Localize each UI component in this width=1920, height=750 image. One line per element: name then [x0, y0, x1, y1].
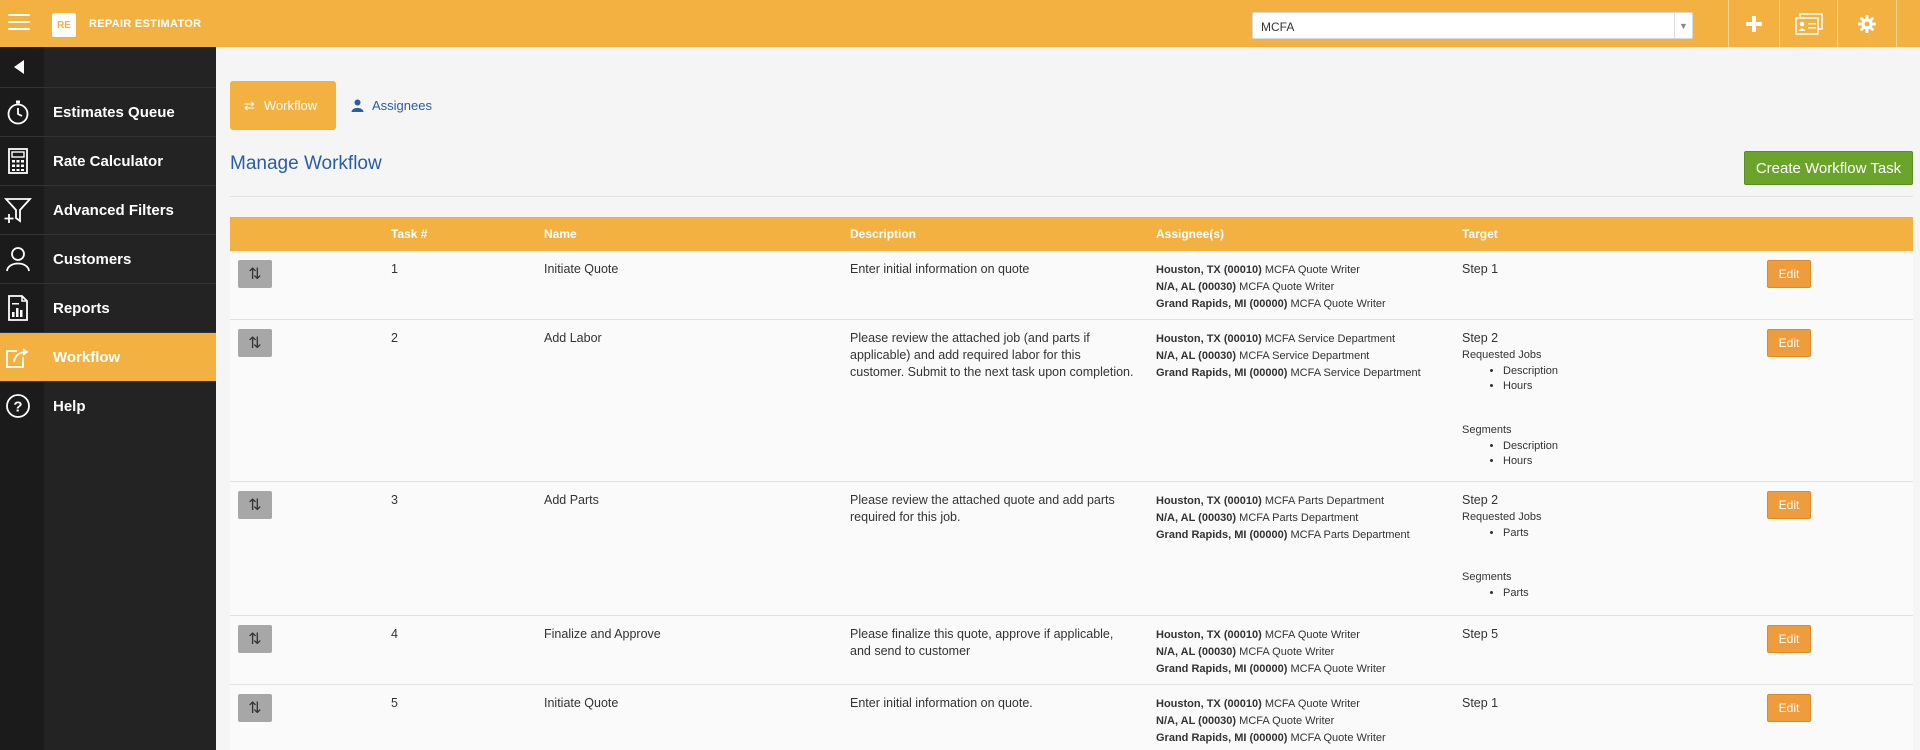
target-list-item: • Parts	[1503, 526, 1542, 541]
task-name: Finalize and Approve	[544, 627, 661, 641]
sort-arrows-icon: ⇅	[248, 497, 262, 514]
assignee	[1156, 279, 1386, 296]
plus-icon[interactable]	[1729, 0, 1779, 47]
sidebar-item-label: Customers	[53, 251, 132, 268]
target-list	[1503, 526, 1542, 541]
assignee-role: MCFA Quote Writer	[1239, 281, 1335, 293]
task-number: 1	[391, 262, 398, 276]
assignee-role: MCFA Parts Department	[1264, 495, 1385, 507]
calculator-icon	[4, 147, 32, 175]
sidebar-item-label: Advanced Filters	[53, 202, 174, 219]
assignee	[1156, 296, 1386, 313]
assignee	[1156, 262, 1386, 279]
workflow-table	[230, 217, 1913, 750]
sidebar-item-label: Rate Calculator	[53, 153, 164, 170]
column-header-name: Name	[544, 227, 577, 241]
assignee-role: MCFA Service Department	[1239, 350, 1370, 362]
hamburger-menu-icon[interactable]	[8, 14, 30, 32]
task-target: Step 5	[1462, 627, 1499, 641]
tab-label: Assignees	[372, 98, 432, 113]
task-description: Please review the attached job (and parts if applicable) and add required labor for this customer. Submit to the next task upon completion.	[850, 331, 1134, 379]
target-step: Step 2	[1462, 331, 1499, 345]
edit-arrow-icon	[4, 343, 32, 371]
column-header-assignees: Assignee(s)	[1156, 227, 1225, 241]
sidebar-item-rate-calculator[interactable]	[0, 136, 216, 185]
assignee	[1156, 510, 1410, 527]
assignee	[1156, 331, 1421, 348]
sidebar-item-label: Estimates Queue	[53, 104, 175, 121]
task-assignees	[1156, 262, 1386, 313]
sidebar-item-customers[interactable]	[0, 234, 216, 283]
company-select-value: MCFA	[1261, 20, 1295, 34]
task-assignees	[1156, 331, 1421, 382]
user-icon	[351, 99, 364, 112]
tab-assignees[interactable]	[351, 81, 432, 130]
assignee-location: Houston, TX (00010)	[1156, 264, 1262, 276]
assignee-location: Houston, TX (00010)	[1156, 333, 1262, 345]
reorder-handle[interactable]	[238, 260, 272, 288]
table-header	[230, 217, 1913, 251]
assignee-role: MCFA Quote Writer	[1290, 298, 1386, 310]
task-name: Add Parts	[544, 493, 599, 507]
target-group-title: Requested Jobs	[1462, 349, 1542, 361]
assignee-role: MCFA Quote Writer	[1264, 264, 1360, 276]
stopwatch-icon	[4, 98, 32, 126]
table-row	[230, 320, 1913, 482]
task-number: 3	[391, 493, 398, 507]
assignee-location: N/A, AL (00030)	[1156, 512, 1237, 524]
gear-icon[interactable]	[1838, 0, 1896, 47]
app-title: REPAIR ESTIMATOR	[89, 18, 202, 30]
assignee	[1156, 493, 1410, 510]
assignee-location: Grand Rapids, MI (00000)	[1156, 529, 1288, 541]
edit-button[interactable]: Edit	[1767, 329, 1811, 357]
assignee-location: Grand Rapids, MI (00000)	[1156, 367, 1288, 379]
chevron-down-icon[interactable]: ▼	[1674, 13, 1692, 38]
target-group-title: Requested Jobs	[1462, 511, 1542, 523]
sort-arrows-icon: ⇅	[248, 700, 262, 717]
target-list-item: • Parts	[1503, 586, 1542, 601]
assignee-location: Grand Rapids, MI (00000)	[1156, 663, 1288, 675]
person-icon	[4, 245, 32, 273]
edit-button[interactable]: Edit	[1767, 694, 1811, 722]
sidebar-item-advanced-filters[interactable]	[0, 185, 216, 234]
task-assignees	[1156, 627, 1386, 678]
sidebar-item-estimates-queue[interactable]	[0, 87, 216, 136]
task-target: Step 1	[1462, 262, 1499, 276]
assignee-role: MCFA Service Department	[1264, 333, 1396, 345]
assignee-location: N/A, AL (00030)	[1156, 715, 1237, 727]
task-description: Please finalize this quote, approve if applicable, and send to customer	[850, 627, 1114, 658]
assignee	[1156, 627, 1386, 644]
table-row	[230, 482, 1913, 616]
swap-arrows-icon: ⇄	[244, 97, 255, 113]
assignee-role: MCFA Service Department	[1290, 367, 1421, 379]
sidebar	[0, 47, 216, 750]
assignee-role: MCFA Quote Writer	[1264, 629, 1360, 641]
assignee	[1156, 527, 1410, 544]
create-workflow-task-button[interactable]: Create Workflow Task	[1744, 151, 1913, 185]
target-list-item: • Description	[1503, 364, 1558, 379]
edit-button[interactable]: Edit	[1767, 260, 1811, 288]
reorder-handle[interactable]	[238, 491, 272, 519]
assignee	[1156, 365, 1421, 382]
edit-button[interactable]: Edit	[1767, 625, 1811, 653]
task-target	[1462, 492, 1542, 601]
task-name: Initiate Quote	[544, 262, 619, 276]
divider	[1896, 0, 1897, 47]
svg-text:?: ?	[13, 398, 23, 416]
assignee	[1156, 730, 1386, 747]
task-number: 4	[391, 627, 398, 641]
target-list-item: • Hours	[1503, 454, 1558, 469]
reorder-handle[interactable]	[238, 625, 272, 653]
task-target: Step 1	[1462, 696, 1499, 710]
question-circle-icon	[4, 392, 32, 420]
sidebar-item-workflow[interactable]	[0, 332, 216, 381]
task-description: Please review the attached quote and add parts required for this job.	[850, 493, 1115, 524]
assignee	[1156, 348, 1421, 365]
target-list	[1503, 439, 1558, 469]
task-target	[1462, 330, 1558, 469]
task-assignees	[1156, 493, 1410, 544]
company-select[interactable]	[1252, 12, 1693, 39]
assignee-location: Grand Rapids, MI (00000)	[1156, 298, 1288, 310]
edit-button[interactable]: Edit	[1767, 491, 1811, 519]
target-list	[1503, 586, 1542, 601]
assignee	[1156, 696, 1386, 713]
task-assignees	[1156, 696, 1386, 747]
main-content	[216, 47, 1920, 750]
table-row	[230, 685, 1913, 750]
divider	[230, 196, 1913, 197]
target-list-item: • Description	[1503, 439, 1558, 454]
column-header-description: Description	[850, 227, 917, 241]
assignee-role: MCFA Parts Department	[1290, 529, 1410, 541]
table-row	[230, 251, 1913, 320]
reorder-handle[interactable]	[238, 694, 272, 722]
column-header-task: Task #	[391, 227, 428, 241]
assignee-role: MCFA Quote Writer	[1239, 646, 1335, 658]
sidebar-item-reports[interactable]	[0, 283, 216, 332]
target-group-title: Segments	[1462, 571, 1512, 583]
assignee-role: MCFA Quote Writer	[1290, 732, 1386, 744]
sort-arrows-icon: ⇅	[248, 335, 262, 352]
sidebar-item-label: Help	[53, 398, 86, 415]
sidebar-item-label: Workflow	[53, 349, 121, 366]
assignee-location: Grand Rapids, MI (00000)	[1156, 732, 1288, 744]
target-step: Step 2	[1462, 493, 1499, 507]
tab-workflow[interactable]	[230, 81, 336, 130]
sort-arrows-icon: ⇅	[248, 266, 262, 283]
assignee-location: Houston, TX (00010)	[1156, 495, 1262, 507]
assignee-role: MCFA Quote Writer	[1239, 715, 1335, 727]
assignee-role: MCFA Quote Writer	[1264, 698, 1360, 710]
assignee	[1156, 661, 1386, 678]
assignee-location: Houston, TX (00010)	[1156, 629, 1262, 641]
assignee-location: N/A, AL (00030)	[1156, 646, 1237, 658]
contact-card-icon[interactable]	[1780, 0, 1837, 47]
column-header-target: Target	[1462, 227, 1498, 241]
sort-arrows-icon: ⇅	[248, 631, 262, 648]
assignee-location: Houston, TX (00010)	[1156, 698, 1262, 710]
assignee	[1156, 644, 1386, 661]
task-number: 2	[391, 331, 398, 345]
caret-left-icon	[14, 60, 24, 74]
sidebar-item-label: Reports	[53, 300, 110, 317]
assignee-location: N/A, AL (00030)	[1156, 281, 1237, 293]
tab-label: Workflow	[263, 98, 318, 113]
sidebar-item-help[interactable]	[0, 381, 216, 430]
top-bar	[0, 0, 1920, 47]
filter-plus-icon	[4, 196, 32, 224]
target-group-title: Segments	[1462, 424, 1512, 436]
task-description: Enter initial information on quote.	[850, 696, 1033, 710]
app-logo: RE	[52, 13, 76, 37]
sidebar-collapse-button[interactable]	[0, 47, 216, 87]
task-description: Enter initial information on quote	[850, 262, 1030, 276]
page-title: Manage Workflow	[230, 153, 382, 174]
table-row	[230, 616, 1913, 685]
target-list	[1503, 364, 1558, 394]
assignee	[1156, 713, 1386, 730]
task-name: Add Labor	[544, 331, 602, 345]
task-number: 5	[391, 696, 398, 710]
target-list-item: • Hours	[1503, 379, 1558, 394]
assignee-role: MCFA Parts Department	[1239, 512, 1359, 524]
report-chart-icon	[4, 294, 32, 322]
task-name: Initiate Quote	[544, 696, 619, 710]
reorder-handle[interactable]	[238, 329, 272, 357]
assignee-location: N/A, AL (00030)	[1156, 350, 1237, 362]
assignee-role: MCFA Quote Writer	[1290, 663, 1386, 675]
